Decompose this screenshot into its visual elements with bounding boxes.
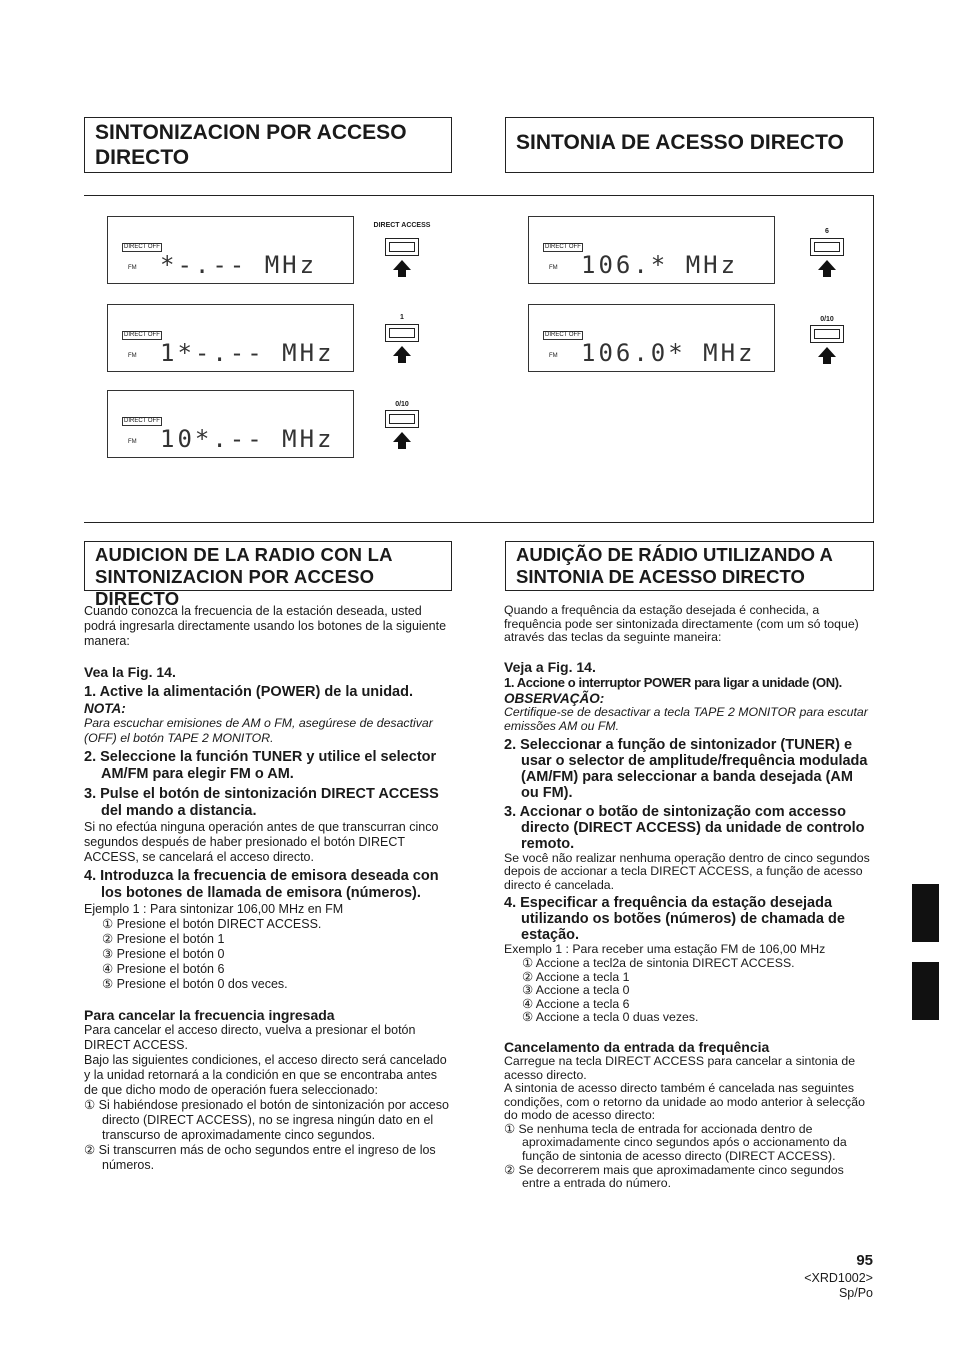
side-tab: [912, 884, 939, 942]
cancel-p2: A sintonia de acesso directo também é cancelada nas seguintes condições, com o retorno da unidade ao modo anterior à selecção do modo de acesso directo:: [504, 1081, 865, 1123]
step-4: 4. Introduzca la frecuencia de emisora deseada con los botones de llamada de emisora (números).: [84, 868, 439, 901]
step-3-text: Si no efectúa ninguna operación antes de que transcurran cinco segundos después de haber presionado el botón DIRECT ACCESS, se cancelará el acceso directo.: [84, 820, 439, 864]
example: Exemplo 1 : Para receber uma estação FM de 106,00 MHz: [504, 942, 826, 957]
list-item: ① Presione el botón DIRECT ACCESS.: [102, 917, 322, 931]
list-item: ③ Presione el botón 0: [102, 947, 225, 961]
spanish-title: SINTONIZACION POR ACCESO DIRECTO: [84, 117, 452, 173]
nota-label: NOTA:: [84, 701, 126, 716]
list-item: ④ Presione el botón 6: [102, 962, 225, 976]
display-3: [107, 390, 354, 458]
side-tab: [912, 962, 939, 1020]
list-item: ③ Accione a tecla 0: [522, 983, 630, 998]
fig-ref: Veja a Fig. 14.: [504, 658, 596, 675]
list-item: ② Presione el botón 1: [102, 932, 225, 946]
list-item: ② Se decorrerem mais que aproximadamente cinco segundos entre a entrada do número.: [504, 1162, 844, 1191]
direct-access-key[interactable]: [385, 238, 419, 256]
obs-label: OBSERVAÇÃO:: [504, 691, 605, 707]
page-number: 95: [856, 1252, 873, 1269]
figure-14: [84, 195, 874, 523]
fig-ref: Vea la Fig. 14.: [84, 664, 176, 680]
step-1: 1. Accione o interruptor POWER para ligar a unidade (ON).: [504, 675, 842, 691]
portuguese-title: SINTONIA DE ACESSO DIRECTO: [505, 117, 874, 173]
portuguese-column: [504, 604, 874, 1191]
display-freq: 106.0* MHz: [581, 339, 756, 367]
spanish-section-title: AUDICION DE LA RADIO CON LA SINTONIZACION POR ACCESO DIRECTO: [84, 541, 452, 591]
display-freq: *-.-- MHz: [160, 251, 318, 279]
obs-text: Certifique-se de desactivar a tecla TAPE 2 MONITOR para escutar emissões AM ou FM.: [504, 705, 868, 733]
cancel-title: Para cancelar la frecuencia ingresada: [84, 1007, 335, 1023]
display-4: [528, 216, 775, 284]
step-3: 3. Accionar o botão de sintonização com accesso directo (DIRECT ACCESS) da unidade de controlo remoto.: [504, 803, 865, 852]
display-band: FM: [128, 353, 137, 359]
button-label: 0/10: [820, 316, 834, 323]
step-4: 4. Especificar a frequência da estação desejada utilizando os botões (números) de chamada de estação.: [504, 895, 845, 944]
list-item: ① Accione a tecl2a de sintonia DIRECT ACCESS.: [522, 955, 795, 970]
intro: Cuando conozca la frecuencia de la estación deseada, usted podrá ingresarla directamente usando los botones de la siguiente manera:: [84, 604, 447, 648]
step-2: 2. Seleccionar a função de sintonizador (TUNER) e usar o selector de amplitude/frequência modulada (AM/FM) para seleccionar a banda desejada (AM ou FM).: [504, 736, 868, 801]
display-tag: DIRECT OFF: [545, 244, 581, 250]
step-2: 2. Seleccione la función TUNER y utilice el selector AM/FM para elegir FM o AM.: [84, 749, 437, 782]
display-2: [107, 304, 354, 372]
step-1: 1. Active la alimentación (POWER) de la unidad.: [84, 684, 414, 700]
list-item: ⑤ Accione a tecla 0 duas vezes.: [522, 1010, 699, 1025]
button-label: 1: [400, 314, 404, 321]
display-tag: DIRECT OFF: [124, 332, 160, 338]
display-5: [528, 304, 775, 372]
step-3-text: Se você não realizar nenhuma operação dentro de cinco segundos depois de accionar a tecla DIRECT ACCESS, a função de acesso directo é cancelada.: [504, 850, 870, 892]
display-band: FM: [128, 439, 137, 445]
key-0-10[interactable]: [810, 325, 844, 343]
display-freq: 10*.-- MHz: [160, 425, 335, 453]
display-freq: 1*-.-- MHz: [160, 339, 335, 367]
display-1: [107, 216, 354, 284]
cancel-p1: Carregue na tecla DIRECT ACCESS para cancelar a sintonia de acesso directo.: [504, 1053, 856, 1082]
spanish-column: [84, 604, 452, 1173]
key-0-10[interactable]: [385, 410, 419, 428]
key-6[interactable]: [810, 238, 844, 256]
button-label: 0/10: [395, 401, 409, 408]
button-label: DIRECT ACCESS: [373, 222, 431, 229]
step-3: 3. Pulse el botón de sintonización DIRECT ACCESS del mando a distancia.: [84, 786, 439, 819]
arrow-up-icon: [393, 432, 411, 442]
display-band: FM: [549, 265, 558, 271]
display-tag: DIRECT OFF: [124, 244, 160, 250]
nota-text: Para escuchar emisiones de AM o FM, asegúrese de desactivar (OFF) el botón TAPE 2 MONITOR.: [84, 716, 433, 745]
key-1[interactable]: [385, 324, 419, 342]
cancel-title: Cancelamento da entrada da frequência: [504, 1038, 770, 1055]
display-band: FM: [549, 353, 558, 359]
display-freq: 106.* MHz: [581, 251, 739, 279]
list-item: ④ Accione a tecla 6: [522, 996, 630, 1011]
arrow-up-icon: [818, 260, 836, 270]
arrow-up-icon: [393, 260, 411, 270]
list-item: ② Accione a tecla 1: [522, 969, 630, 984]
button-label: 6: [825, 228, 829, 235]
display-tag: DIRECT OFF: [124, 418, 160, 424]
cancel-p2: Bajo las siguientes condiciones, el acceso directo será cancelado y la unidad retornará a la condición en que se encontraba antes de que dicho modo de operación fuera seleccionado:: [84, 1053, 447, 1097]
language: Sp/Po: [838, 1286, 873, 1300]
list-item: ② Si transcurren más de ocho segundos entre el ingreso de los números.: [84, 1143, 436, 1172]
list-item: ① Se nenhuma tecla de entrada for accionada dentro de aproximadamente cinco segundos após o accionamento da função de sintonia de acesso directo (DIRECT ACCESS).: [504, 1121, 847, 1164]
cancel-p1: Para cancelar el acceso directo, vuelva a presionar el botón DIRECT ACCESS.: [84, 1023, 416, 1052]
example: Ejemplo 1 : Para sintonizar 106,00 MHz en FM: [84, 902, 344, 916]
doc-code: <XRD1002>: [804, 1271, 873, 1285]
list-item: ⑤ Presione el botón 0 dos veces.: [102, 977, 288, 991]
display-band: FM: [128, 265, 137, 271]
display-tag: DIRECT OFF: [545, 332, 581, 338]
portuguese-section-title: AUDIÇÃO DE RÁDIO UTILIZANDO A SINTONIA DE ACESSO DIRECTO: [505, 541, 874, 591]
list-item: ① Si habiéndose presionado el botón de sintonización por acceso directo (DIRECT ACCESS), no se ingresa ningún dato en el transcurso de aproximadamente cinco segundos.: [84, 1098, 449, 1142]
arrow-up-icon: [393, 346, 411, 356]
arrow-up-icon: [818, 347, 836, 357]
intro: Quando a frequência da estação desejada é conhecida, a frequência pode ser sintonizada directamente (com um só toque) através das teclas da seguinte maneira:: [504, 603, 859, 645]
